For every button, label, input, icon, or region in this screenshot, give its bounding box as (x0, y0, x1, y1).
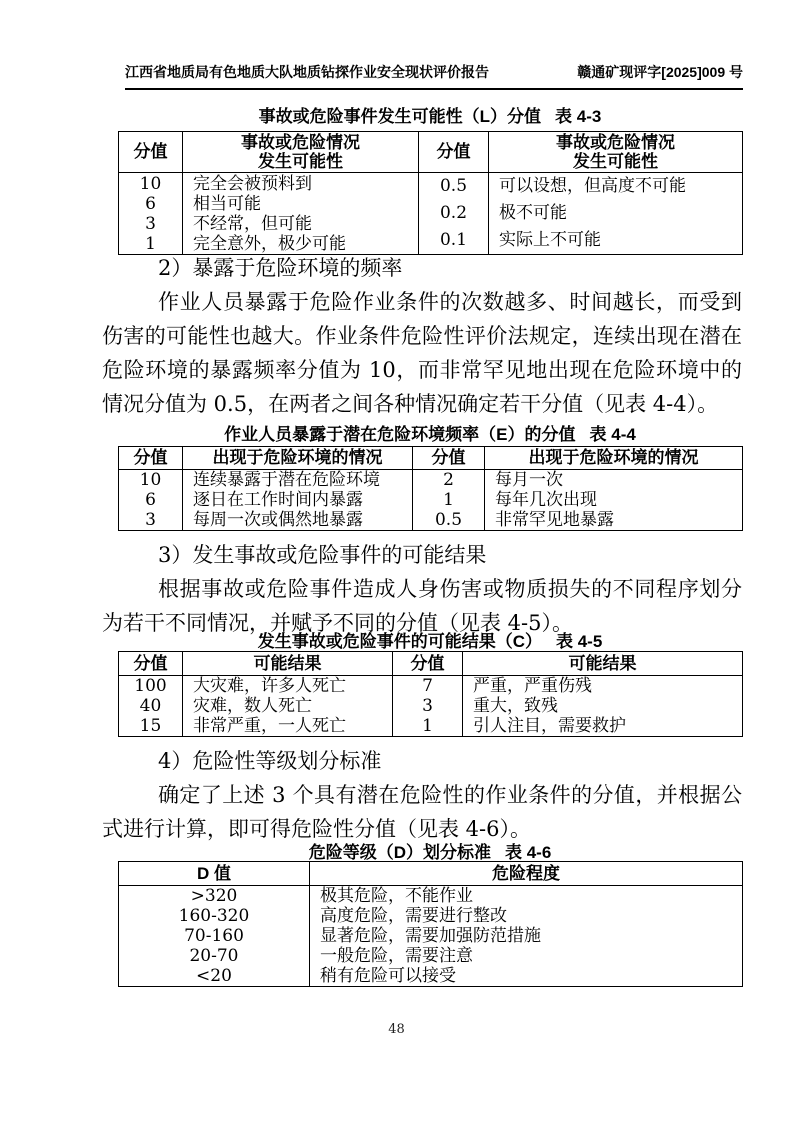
paragraph-possible-result (102, 538, 742, 640)
table-row: 15 非常严重，一人死亡 1 引人注目，需要救护 (119, 716, 743, 737)
t43-right-descriptions: 可以设想，但高度不可能 极不可能 实际上不可能 (489, 173, 743, 255)
table-4-5-tag: 表 4-5 (555, 632, 603, 651)
table-4-5 (118, 651, 743, 737)
table-4-3 (118, 131, 743, 255)
table-4-4 (118, 446, 743, 531)
subheading-2: 2）暴露于危险环境的频率 (158, 256, 403, 280)
t43-right-values: 0.5 0.2 0.1 (419, 173, 489, 255)
t44-header-score-left: 分值 (119, 447, 183, 470)
table-row: 20-70 一般危险，需要注意 (119, 946, 743, 966)
t46-header-d-value: D 值 (119, 862, 310, 886)
table-4-4-title (118, 424, 742, 446)
table-4-3-title (118, 106, 742, 128)
t43-header-score-left: 分值 (119, 132, 183, 173)
table-4-3-tag: 表 4-3 (555, 107, 602, 126)
page-header (125, 62, 743, 82)
t44-header-desc-left: 出现于危险环境的情况 (183, 447, 413, 470)
table-row: >320 极其危险，不能作业 (119, 886, 743, 907)
t43-left-values: 10 6 3 1 (119, 173, 183, 255)
subheading-4: 4）危险性等级划分标准 (158, 749, 382, 773)
t45-header-score-right: 分值 (393, 652, 463, 676)
table-4-4-title-text: 作业人员暴露于潜在危险环境频率（E）的分值 (224, 425, 576, 444)
t43-left-descriptions: 完全会被预料到 相当可能 不经常，但可能 完全意外，极少可能 (183, 173, 419, 255)
t43-header-score-right: 分值 (419, 132, 489, 173)
table-row: 40 灾难，数人死亡 3 重大，致残 (119, 696, 743, 716)
page-number: 48 (388, 1022, 405, 1037)
paragraph-4-body: 确定了上述 3 个具有潜在危险性的作业条件的分值，并根据公式进行计算，即可得危险性分值（见表 4-6）。 (102, 783, 742, 841)
table-row: 100 大灾难，许多人死亡 7 严重，严重伤残 (119, 676, 743, 697)
table-4-6-tag: 表 4-6 (504, 843, 552, 862)
table-4-5-title (118, 631, 742, 653)
table-row: 6 逐日在工作时间内暴露 1 每年几次出现 (119, 490, 743, 510)
table-row: 160-320 高度危险，需要进行整改 (119, 906, 743, 926)
header-doc-number: 赣通矿现评字[2025]009 号 (577, 64, 743, 80)
table-4-4-tag: 表 4-4 (589, 425, 636, 444)
table-row: 70-160 显著危险，需要加强防范措施 (119, 926, 743, 946)
header-rule (125, 88, 743, 90)
table-4-6-title-text: 危险等级（D）划分标准 (308, 843, 491, 862)
t44-header-desc-right: 出现于危险环境的情况 (485, 447, 743, 470)
t43-header-desc-left: 事故或危险情况 发生可能性 (183, 132, 419, 173)
t45-header-result-left: 可能结果 (183, 652, 393, 676)
table-4-6 (118, 861, 743, 987)
header-report-title: 江西省地质局有色地质大队地质钻探作业安全现状评价报告 (125, 64, 489, 80)
t45-header-result-right: 可能结果 (463, 652, 743, 676)
table-row: 3 每周一次或偶然地暴露 0.5 非常罕见地暴露 (119, 510, 743, 531)
table-row: 10 连续暴露于潜在危险环境 2 每月一次 (119, 470, 743, 491)
subheading-3: 3）发生事故或危险事件的可能结果 (158, 543, 487, 567)
paragraph-3-body: 根据事故或危险事件造成人身伤害或物质损失的不同程序划分为若干不同情况，并赋予不同的分值（见表 4-5）。 (102, 577, 742, 635)
table-4-3-title-text: 事故或危险事件发生可能性（L）分值 (258, 107, 542, 126)
paragraph-2-body: 作业人员暴露于危险作业条件的次数越多、时间越长，而受到伤害的可能性也越大。作业条件危险性评价法规定，连续出现在潜在危险环境的暴露频率分值为 10，而非常罕见地出现在危险环境中的情况分值为 0.5，在两者之间各种情况确定若干分值（见表 4-4）。 (102, 290, 742, 416)
table-4-5-title-text: 发生事故或危险事件的可能结果（C） (257, 632, 542, 651)
t43-header-desc-right: 事故或危险情况 发生可能性 (489, 132, 743, 173)
t46-header-risk-degree: 危险程度 (310, 862, 743, 886)
t45-header-score-left: 分值 (119, 652, 183, 676)
t44-header-score-right: 分值 (413, 447, 485, 470)
table-row: <20 稍有危险可以接受 (119, 966, 743, 987)
paragraph-exposure-frequency (102, 251, 742, 421)
paragraph-grade-standard (102, 744, 742, 846)
